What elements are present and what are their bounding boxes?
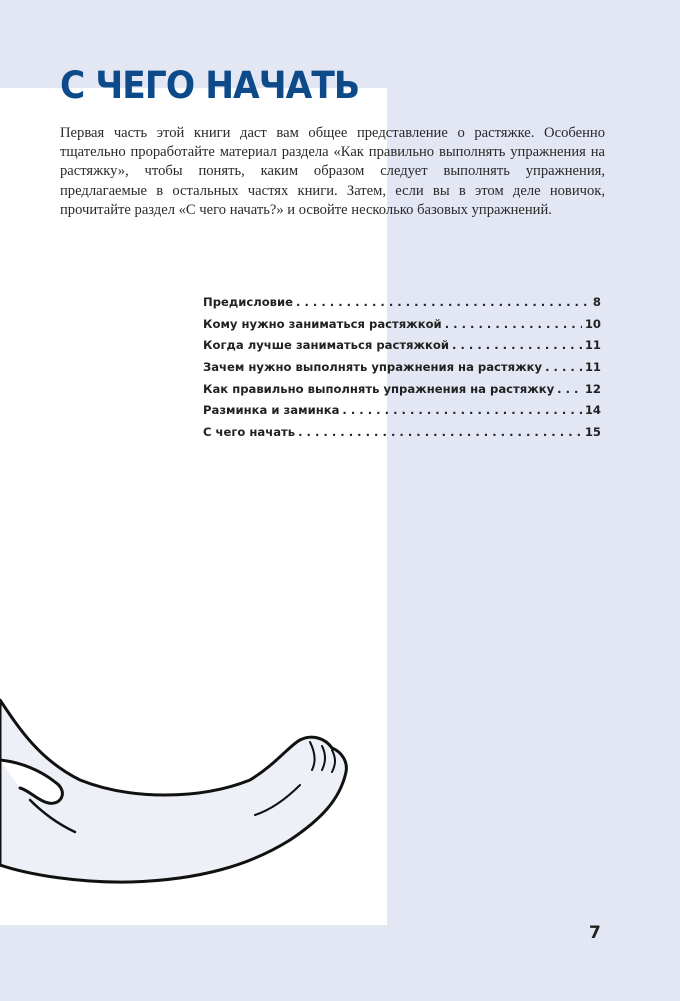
page-number: 7 — [589, 923, 601, 943]
table-of-contents — [203, 295, 601, 447]
toc-leader — [452, 338, 582, 352]
leg-illustration — [0, 690, 360, 900]
intro-paragraph: Первая часть этой книги даст вам общее представление о растяжке. Особенно тщательно проработайте материал раздела «Как правильно выполнять упражнения на растяжку», чтобы понять, каким образом следует выполнять упражнения, предлагаемые в остальных частях книги. Затем, если вы в этом деле новичок, прочитайте раздел «С чего начать?» и освойте несколько базовых упражнений. — [60, 125, 605, 218]
toc-label: Зачем нужно выполнять упражнения на растяжку — [203, 360, 543, 375]
toc-label: Разминка и заминка — [203, 403, 340, 418]
toc-leader — [445, 317, 582, 331]
toc-item[interactable] — [203, 425, 601, 447]
toc-label: Кому нужно заниматься растяжкой — [203, 316, 442, 331]
toc-page: 10 — [584, 316, 601, 331]
toc-page: 15 — [584, 425, 601, 440]
toc-label: С чего начать — [203, 425, 296, 440]
toc-leader — [545, 360, 582, 374]
toc-item[interactable] — [203, 382, 601, 404]
toc-leader — [557, 382, 582, 396]
toc-page: 11 — [584, 360, 601, 375]
toc-page: 14 — [584, 403, 601, 418]
toc-page: 11 — [584, 338, 601, 353]
toc-leader — [298, 425, 582, 439]
toc-leader — [296, 295, 590, 309]
toc-item[interactable] — [203, 403, 601, 425]
toc-label: Предисловие — [203, 295, 294, 309]
toc-label: Когда лучше заниматься растяжкой — [203, 338, 449, 353]
toc-item[interactable] — [203, 295, 601, 317]
page-title: С ЧЕГО НАЧАТЬ — [60, 64, 360, 107]
toc-label: Как правильно выполнять упражнения на растяжку — [203, 381, 555, 396]
toc-item[interactable] — [203, 360, 601, 382]
toc-page: 12 — [584, 381, 601, 396]
toc-item[interactable] — [203, 338, 601, 360]
toc-page: 8 — [592, 295, 601, 309]
toc-leader — [342, 403, 581, 417]
toc-item[interactable] — [203, 317, 601, 339]
